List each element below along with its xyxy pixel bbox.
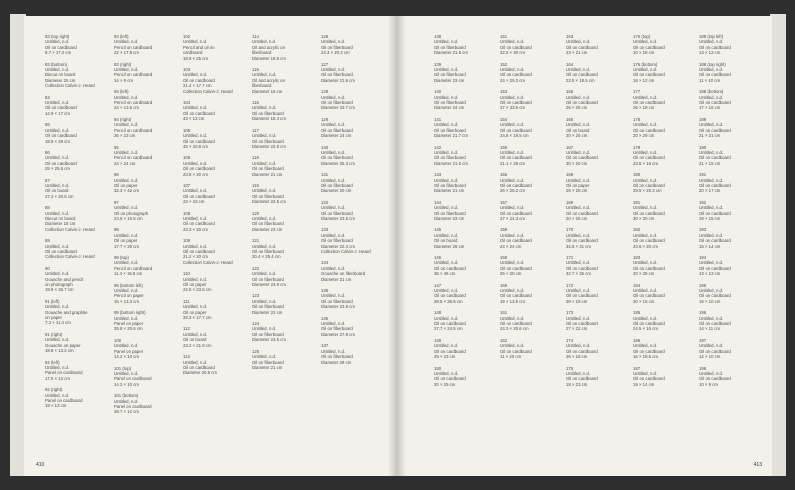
catalog-entry: 190 Untitled, n.d. Oil on cardboard 21 × 15 cm [699, 144, 731, 166]
catalog-entry: 156 Untitled, n.d. Oil on cardboard 26 × 26.2 cm [500, 172, 532, 194]
book-gutter [388, 16, 406, 476]
catalog-entry: 136 Untitled, n.d. Oil on fiberboard Diameter 27.8 cm [321, 315, 355, 337]
catalog-entry: 154 Untitled, n.d. Oil on cardboard 24.5 × 19.5 cm [500, 116, 532, 139]
catalog-entry: 84 Untitled, n.d. Oil on cardboard 14.9 × 17 cm [45, 94, 77, 116]
catalog-entry: 184 Untitled, n.d. Oil on cardboard 20 × 15 cm [633, 282, 665, 304]
catalog-entry: 140 Untitled, n.d. Oil on fiberboard Diameter 24 cm [434, 89, 466, 111]
catalog-entry: 160 Untitled, n.d. Oil on cardboard 19 × 13.5 cm [500, 282, 532, 304]
catalog-entry: 195 Untitled, n.d. Oil on cardboard 15 × 10 cm [699, 282, 731, 304]
catalog-entry: 158 Untitled, n.d. Oil on cardboard 24 × 24 cm [500, 227, 532, 249]
catalog-entry: 169 Untitled, n.d. Oil on cardboard 20 × 25 cm [566, 199, 598, 221]
catalog-entry: 144 Untitled, n.d. Oil on fiberboard Diameter 23 cm [434, 199, 466, 221]
right-column-3 [566, 34, 630, 393]
catalog-entry: 92 (right) Untitled, n.d. Panel on cardboard 18 × 13 cm [45, 387, 83, 409]
catalog-entry: 88 Untitled, n.d. Diecut on board Diameter 18 cm Collection Calvin-J. Heard [45, 205, 95, 232]
catalog-entry: 188 (bottom) Untitled, n.d. Oil on cardboard 17 × 16 cm [699, 89, 731, 111]
right-column-2 [500, 34, 564, 366]
catalog-entry: 107 Untitled, n.d. Oil on cardboard 23 × 23 cm [183, 182, 215, 205]
catalog-entry: 196 Untitled, n.d. Oil on cardboard 14 × 11 cm [699, 310, 731, 332]
catalog-entry: 111 Untitled, n.d. Oil on paper 28.3 × 17.7 cm [183, 298, 212, 321]
catalog-entry: 91 (right) Untitled, n.d. Gouache on paper 18.8 × 13.2 cm [45, 331, 81, 354]
catalog-entry: 153 Untitled, n.d. Oil on cardboard 27 × 33.5 cm [500, 89, 532, 111]
left-column-4 [252, 34, 316, 376]
catalog-entry: 101 (bottom) Untitled, n.d. Panel on cardboard 28.7 × 12 cm [114, 393, 152, 415]
catalog-entry: 142 Untitled, n.d. Oil on fiberboard Diameter 21.5 cm [434, 144, 468, 166]
catalog-entry: 102 Untitled, n.d. Pencil and oil on cardboard 18.9 × 25 cm [183, 34, 215, 61]
catalog-entry: 100 Untitled, n.d. Panel on paper 14.2 × 10 cm [114, 337, 144, 360]
catalog-entry: 130 Untitled, n.d. Oil on fiberboard Diameter 25.3 cm [321, 144, 355, 166]
right-column-5 [699, 34, 763, 393]
catalog-entry: 89 Untitled, n.d. Oil on cardboard Collection Calvin-J. Heard [45, 238, 95, 260]
catalog-entry: 110 Untitled, n.d. Oil on paper 22.5 × 23.5 cm [183, 271, 212, 293]
catalog-entry: 166 Untitled, n.d. Oil on board 20 × 26 cm [566, 116, 591, 139]
catalog-entry: 134 Untitled, n.d. Gouache on fiberboard Diameter 21 cm [321, 260, 365, 282]
catalog-entry: 99 (top) Untitled, n.d. Pencil on cardboard 11.4 × 15.8 cm [114, 255, 153, 277]
catalog-entry: 120 Untitled, n.d. Oil on fiberboard Diameter 23 cm [252, 210, 284, 232]
catalog-entry: 180 Untitled, n.d. Oil on cardboard 29.5 × 20.3 cm [633, 172, 665, 194]
catalog-entry: 90 Untitled, n.d. Gouache and pencil on photograph 19.9 × 26.7 cm [45, 265, 84, 293]
catalog-entry: 94 (right) Untitled, n.d. Pencil on cardboard 26 × 23 cm [114, 116, 153, 139]
catalog-entry: 129 Untitled, n.d. Oil on fiberboard Diameter 24 cm [321, 116, 353, 139]
catalog-entry: 165 Untitled, n.d. Oil on cardboard 26 × 25 cm [566, 89, 598, 111]
catalog-entry: 192 Untitled, n.d. Oil on cardboard 19 × 15 cm [699, 199, 731, 221]
catalog-entry: 128 Untitled, n.d. Oil on fiberboard Diameter 22.7 cm [321, 89, 355, 111]
catalog-entry: 95 Untitled, n.d. Pencil on cardboard 24 × 24 cm [114, 144, 153, 166]
catalog-entry: 159 Untitled, n.d. Oil on cardboard 26 × 20 cm [500, 255, 532, 277]
catalog-entry: 152 Untitled, n.d. Oil on cardboard 24 × 29.3 cm [500, 61, 532, 83]
catalog-entry: 124 Untitled, n.d. Oil on fiberboard Diameter 24.5 cm [252, 321, 286, 343]
catalog-entry: 117 Untitled, n.d. Oil on fiberboard Diameter 22.9 cm [252, 127, 286, 149]
catalog-entry: 114 Untitled, n.d. Oil and acrylic on fiberboard Diameter 18.5 cm [252, 34, 286, 61]
catalog-entry: 83 (bottom) Untitled, n.d. Diecut on board Diameter 25 cm Collection Calvin-J. Heard [45, 61, 95, 89]
page-number-left: 410 [36, 462, 45, 468]
catalog-entry: 162 Untitled, n.d. Oil on cardboard 11 × 20 cm [500, 337, 532, 360]
catalog-entry: 147 Untitled, n.d. Oil on cardboard 28.5 × 35.5 cm [434, 282, 466, 304]
catalog-entry: 113 Untitled, n.d. Oil on cardboard Diameter 20.5 cm [183, 354, 217, 376]
catalog-entry: 176 (top) Untitled, n.d. Oil on cardboard 10 × 18 cm [633, 34, 665, 56]
catalog-entry: 183 Untitled, n.d. Oil on cardboard 20 × 25 cm [633, 255, 665, 277]
catalog-entry: 157 Untitled, n.d. Oil on cardboard 27 × 24.3 cm [500, 199, 532, 221]
catalog-entry: 112 Untitled, n.d. Oil on board 23.2 × 21.9 cm [183, 326, 212, 348]
catalog-entry: 99 (bottom left) Untitled, n.d. Pencil on paper 15 × 13.3 cm [114, 282, 144, 304]
catalog-entry: 148 Untitled, n.d. Oil on cardboard 27.7 × 24.5 cm [434, 310, 466, 332]
catalog-entry: 94 (left) Untitled, n.d. Pencil on cardboard 24 × 13.6 cm [114, 89, 153, 111]
catalog-entry: 187 Untitled, n.d. Oil on cardboard 19 × 14 cm [633, 365, 665, 387]
catalog-entry: 116 Untitled, n.d. Oil on fiberboard Diameter 15.4 cm [252, 100, 286, 122]
catalog-entry: 143 Untitled, n.d. Oil on fiberboard Diameter 21 cm [434, 172, 466, 194]
catalog-entry: 127 Untitled, n.d. Oil on fiberboard Diameter 21.6 cm [321, 61, 355, 83]
catalog-entry: 122 Untitled, n.d. Oil on fiberboard Diameter 23.9 cm [252, 265, 286, 288]
catalog-entry: 108 Untitled, n.d. Oil on cardboard 23.3 × 20 cm [183, 210, 215, 232]
catalog-entry: 178 Untitled, n.d. Oil on cardboard 20 × 29 cm [633, 116, 665, 139]
catalog-entry: 188 (top right) Untitled, n.d. Oil on cardboard 11 × 10 cm [699, 61, 731, 83]
left-column-3 [183, 34, 247, 382]
catalog-entry: 170 Untitled, n.d. Oil on cardboard 34.5 × 31 cm [566, 227, 598, 249]
catalog-entry: 137 Untitled, n.d. Oil on fiberboard Diameter 28 cm [321, 343, 353, 365]
catalog-entry: 173 Untitled, n.d. Oil on cardboard 27 × 22 cm [566, 310, 598, 332]
catalog-entry: 146 Untitled, n.d. Oil on cardboard 36 × 46 cm [434, 255, 466, 277]
right-page [397, 16, 772, 476]
catalog-entry: 115 Untitled, n.d. Oil and acrylic on fiberboard Diameter 19 cm [252, 67, 285, 94]
catalog-entry: 161 Untitled, n.d. Oil on cardboard 24.3 × 20.6 cm [500, 310, 532, 332]
right-column-1 [434, 34, 498, 393]
catalog-entry: 131 Untitled, n.d. Oil on fiberboard Diameter 20 cm [321, 172, 353, 194]
catalog-entry: 167 Untitled, n.d. Oil on cardboard 30 × 20 cm [566, 144, 598, 166]
left-column-1 [45, 34, 109, 415]
catalog-entry: 141 Untitled, n.d. Oil on fiberboard Diameter 21.7 cm [434, 116, 468, 139]
catalog-entry: 133 Untitled, n.d. Oil on fiberboard Diameter 22.4 cm Collection Calvin-J. Heard [321, 227, 371, 254]
catalog-entry: 98 Untitled, n.d. Oil on paper 17.7 × 20 cm [114, 227, 139, 249]
catalog-entry: 87 Untitled, n.d. Oil on board 27.2 × 20.5 cm [45, 177, 74, 199]
catalog-entry: 121 Untitled, n.d. Oil on fiberboard 20.4 × 25.4 cm [252, 238, 284, 260]
catalog-entry: 168 Untitled, n.d. Oil on paper 25 × 25 cm [566, 172, 591, 194]
catalog-entry: 103 Untitled, n.d. Oil on cardboard 21.4 × 17.7 cm Collection Calvin-J. Heard [183, 67, 233, 94]
catalog-entry: 119 Untitled, n.d. Oil on fiberboard Diameter 22.5 cm [252, 182, 286, 205]
catalog-entry: 145 Untitled, n.d. Oil on board Diameter 26 cm [434, 227, 465, 249]
catalog-entry: 96 Untitled, n.d. Oil on paper 32.3 × 42 cm [114, 172, 139, 194]
catalog-entry: 132 Untitled, n.d. Oil on fiberboard Diameter 23.5 cm [321, 199, 355, 221]
left-page [24, 16, 397, 476]
catalog-entry: 155 Untitled, n.d. Oil on cardboard 21.1 × 29 cm [500, 144, 532, 166]
catalog-entry: 175 Untitled, n.d. Oil on cardboard 18 × 23 cm [566, 365, 598, 387]
catalog-entry: 126 Untitled, n.d. Oil on fiberboard 23.3 × 20.3 cm [321, 34, 353, 56]
catalog-entry: 193 Untitled, n.d. Oil on cardboard 16 × 14 cm [699, 227, 731, 249]
catalog-entry: 164 Untitled, n.d. Oil on cardboard 22.5 × 18.5 cm [566, 61, 598, 83]
catalog-entry: 104 Untitled, n.d. Oil on cardboard 43 × 13 cm [183, 100, 215, 122]
catalog-entry: 197 Untitled, n.d. Oil on cardboard 12 × 10 cm [699, 337, 731, 360]
catalog-entry: 123 Untitled, n.d. Oil on fiberboard Diameter 22 cm [252, 293, 284, 315]
catalog-entry: 93 (left) Untitled, n.d. Pencil on cardboard 22 × 17.8 cm [114, 34, 153, 56]
catalog-entry: 118 Untitled, n.d. Oil on fiberboard Diameter 21 cm [252, 155, 284, 177]
book-page-edges-right [770, 14, 786, 476]
catalog-entry: 174 Untitled, n.d. Oil on cardboard 26 × 18 cm [566, 337, 598, 360]
catalog-entry: 149 Untitled, n.d. Oil on cardboard 29 × 23 cm [434, 337, 466, 360]
catalog-entry: 91 (left) Untitled, n.d. Gouache and graphite on paper 7.3 × 11.4 cm [45, 298, 88, 326]
catalog-entry: 93 (right) Untitled, n.d. Pencil on cardboard 14 × 9 cm [114, 61, 153, 83]
catalog-entry: 85 Untitled, n.d. Oil on cardboard 18.8 × 28 cm [45, 122, 77, 144]
page-number-right: 413 [753, 462, 762, 468]
right-column-4 [633, 34, 697, 393]
catalog-entry: 172 Untitled, n.d. Oil on cardboard 28 × 19 cm [566, 282, 598, 304]
catalog-entry: 92 (left) Untitled, n.d. Panel on cardboard 17.5 × 13 cm [45, 359, 83, 381]
catalog-entry: 109 Untitled, n.d. Oil on cardboard 21.2 × 20 cm Collection Calvin-J. Heard [183, 238, 233, 265]
catalog-entry: 179 Untitled, n.d. Oil on cardboard 23.5 × 16 cm [633, 144, 665, 166]
catalog-entry: 189 Untitled, n.d. Oil on cardboard 21 × 21 cm [699, 116, 731, 139]
catalog-entry: 105 Untitled, n.d. Oil on cardboard 45 × 20.8 cm [183, 127, 215, 149]
catalog-entry: 101 (top) Untitled, n.d. Panel on cardboard 14.2 × 10 cm [114, 365, 152, 387]
catalog-entry: 150 Untitled, n.d. Oil on cardboard 20 × 25 cm [434, 365, 466, 387]
catalog-entry: 86 Untitled, n.d. Oil on cardboard 25 × 25.5 cm [45, 149, 77, 172]
catalog-entry: 191 Untitled, n.d. Oil on cardboard 20 × 17 cm [699, 172, 731, 194]
catalog-entry: 151 Untitled, n.d. Oil on cardboard 22.2 × 30 cm [500, 34, 532, 56]
catalog-entry: 181 Untitled, n.d. Oil on cardboard 30 × 20 cm [633, 199, 665, 221]
catalog-entry: 138 Untitled, n.d. Oil on fiberboard Diameter 21.8 cm [434, 34, 468, 56]
catalog-entry: 188 (top left) Untitled, n.d. Oil on cardboard 13 × 12 cm [699, 34, 731, 56]
catalog-entry: 99 (bottom right) Untitled, n.d. Panel on paper 25.8 × 20.6 cm [114, 310, 146, 332]
catalog-entry: 177 Untitled, n.d. Oil on cardboard 25 × 18 cm [633, 89, 665, 111]
catalog-entry: 171 Untitled, n.d. Oil on cardboard 42.7 × 35 cm [566, 255, 598, 277]
catalog-entry: 182 Untitled, n.d. Oil on cardboard 23.5 × 20 cm [633, 227, 665, 249]
catalog-entry: 163 Untitled, n.d. Oil on cardboard 23 × 21 cm [566, 34, 598, 56]
catalog-entry: 125 Untitled, n.d. Oil on fiberboard Diameter 21 cm [252, 348, 284, 370]
left-column-5 [321, 34, 385, 371]
left-column-2 [114, 34, 178, 421]
catalog-entry: 185 Untitled, n.d. Oil on cardboard 24.5 × 16 cm [633, 310, 665, 332]
catalog-entry: 186 Untitled, n.d. Oil on cardboard 16 × 18.5 cm [633, 337, 665, 360]
catalog-entry: 83 (top right) Untitled, n.d. Oil on cardboard 8.7 × 17.2 cm [45, 34, 77, 56]
catalog-entry: 135 Untitled, n.d. Oil on fiberboard Diameter 23.9 cm [321, 288, 355, 310]
catalog-entry: 194 Untitled, n.d. Oil on cardboard 13 × 13 cm [699, 255, 731, 277]
catalog-entry: 198 Untitled, n.d. Oil on cardboard 10 × 9 cm [699, 365, 731, 387]
catalog-entry: 139 Untitled, n.d. Oil on fiberboard Diameter 23 cm [434, 61, 466, 83]
catalog-entry: 176 (bottom) Untitled, n.d. Oil on cardboard 18 × 12 cm [633, 61, 665, 83]
catalog-entry: 106 Untitled, n.d. Oil on cardboard 23.8 × 20 cm [183, 155, 215, 177]
catalog-entry: 97 Untitled, n.d. Oil on photograph 23.5 × 16.5 cm [114, 199, 149, 221]
